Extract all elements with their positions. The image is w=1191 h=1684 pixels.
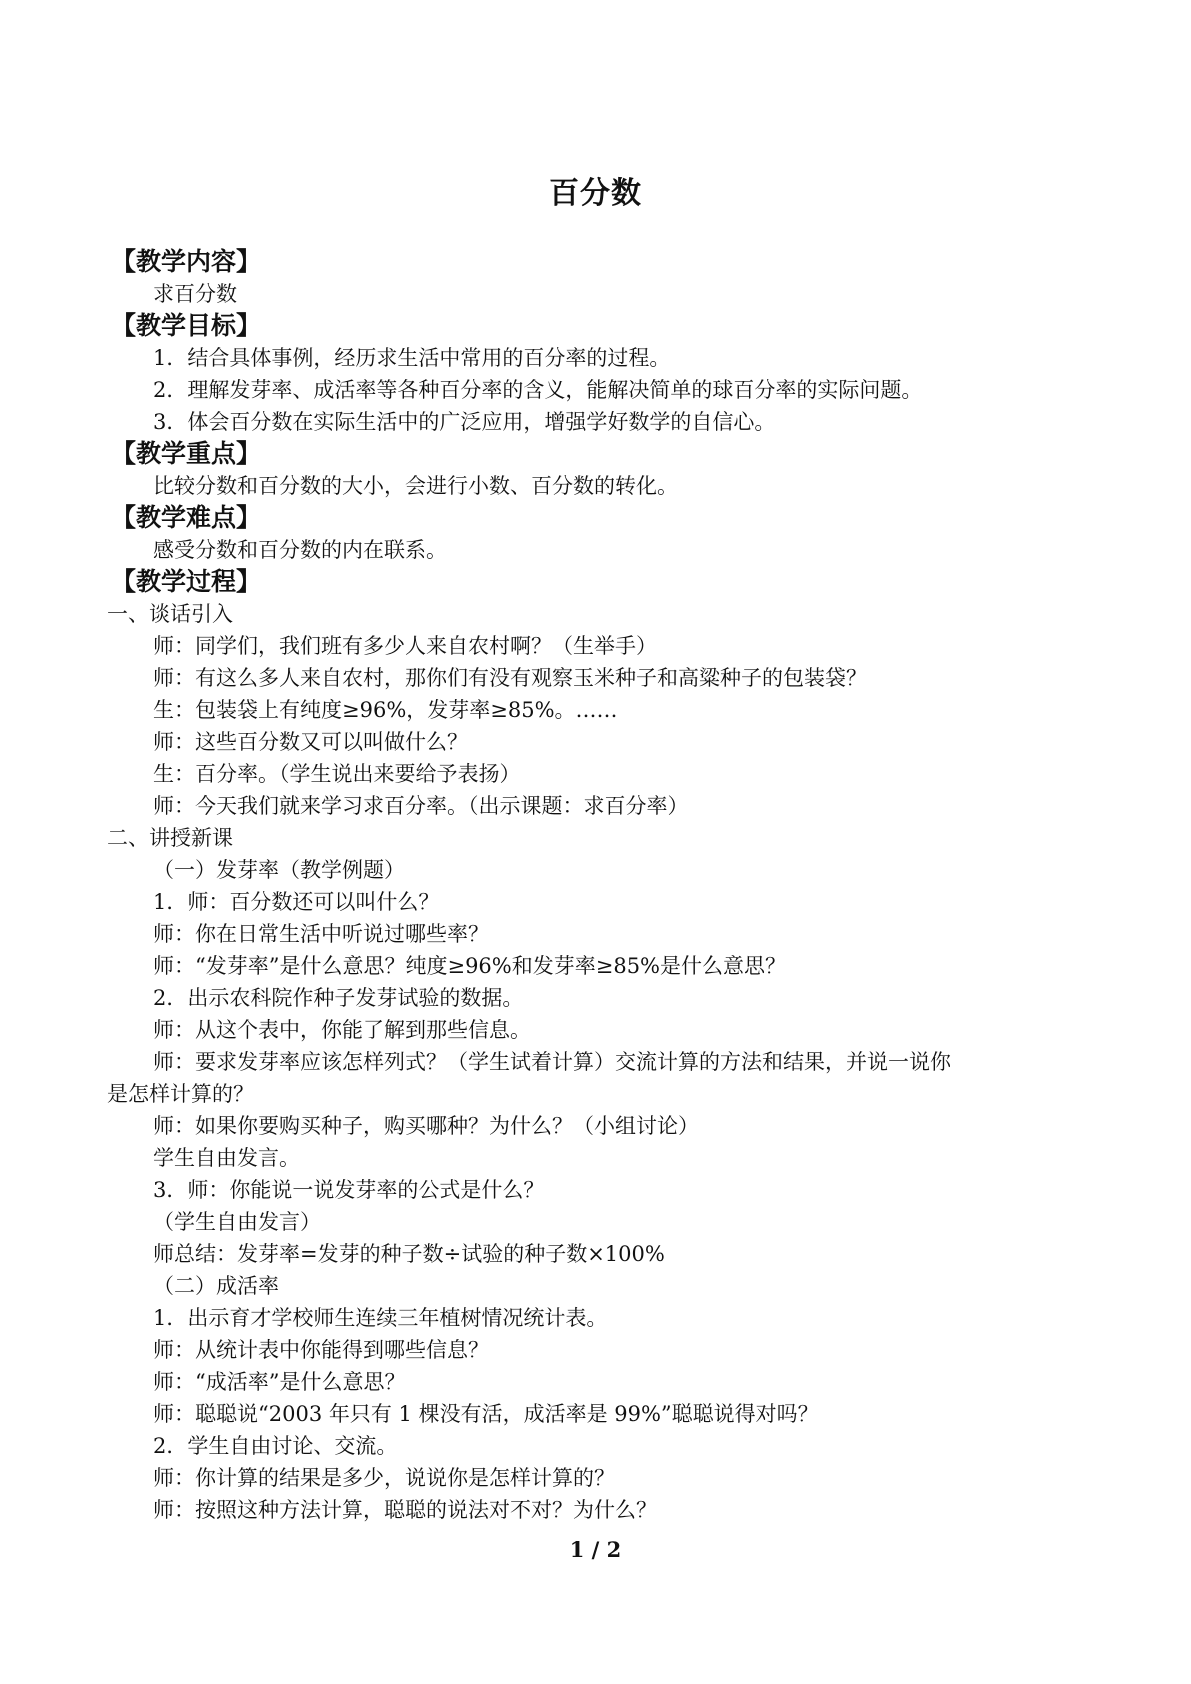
subsection-title: （二）成活率	[153, 1274, 279, 1298]
dialogue-line: 师：按照这种方法计算，聪聪的说法对不对？为什么？	[153, 1498, 657, 1522]
paragraph: 比较分数和百分数的大小，会进行小数、百分数的转化。	[153, 474, 678, 498]
paragraph: 感受分数和百分数的内在联系。	[153, 538, 447, 562]
dialogue-line: 师：“发芽率”是什么意思？纯度≥96%和发芽率≥85%是什么意思？	[153, 954, 787, 978]
page-number: 1 / 2	[569, 1537, 622, 1562]
section-heading-goals: 【教学目标】	[111, 311, 262, 340]
paragraph: 求百分数	[153, 282, 237, 306]
dialogue-line: 师总结：发芽率=发芽的种子数÷试验的种子数×100%	[153, 1242, 665, 1266]
dialogue-line: 师：从这个表中，你能了解到那些信息。	[153, 1018, 531, 1042]
section-heading-key-points: 【教学重点】	[111, 439, 262, 468]
part-title: 二、讲授新课	[107, 826, 233, 850]
dialogue-line: 师：你在日常生活中听说过哪些率？	[153, 922, 489, 946]
page-title: 百分数	[549, 176, 642, 211]
section-heading-content: 【教学内容】	[111, 247, 262, 276]
dialogue-line: （学生自由发言）	[153, 1210, 321, 1234]
subsection-title: （一）发芽率（教学例题）	[153, 858, 405, 882]
dialogue-line: 师：要求发芽率应该怎样列式？（学生试着计算）交流计算的方法和结果，并说一说你	[153, 1050, 951, 1074]
dialogue-line-continued: 是怎样计算的？	[107, 1082, 254, 1106]
section-heading-difficulties: 【教学难点】	[111, 503, 262, 532]
dialogue-line: 学生自由发言。	[153, 1146, 300, 1170]
document-body	[107, 246, 1087, 1526]
section-heading-process: 【教学过程】	[111, 567, 262, 596]
dialogue-line: 师：有这么多人来自农村，那你们有没有观察玉米种子和高粱种子的包装袋？	[153, 666, 867, 690]
paragraph: 3．体会百分数在实际生活中的广泛应用，增强学好数学的自信心。	[153, 410, 776, 434]
dialogue-line: 师：聪聪说“2003 年只有 1 棵没有活，成活率是 99%”聪聪说得对吗？	[153, 1402, 819, 1426]
dialogue-line: 师：“成活率”是什么意思？	[153, 1370, 406, 1394]
dialogue-line: 师：这些百分数又可以叫做什么？	[153, 730, 468, 754]
dialogue-line: 1．出示育才学校师生连续三年植树情况统计表。	[153, 1306, 608, 1330]
dialogue-line: 3．师：你能说一说发芽率的公式是什么？	[153, 1178, 545, 1202]
part-title: 一、谈话引入	[107, 602, 233, 626]
dialogue-line: 2．学生自由讨论、交流。	[153, 1434, 398, 1458]
dialogue-line: 2．出示农科院作种子发芽试验的数据。	[153, 986, 524, 1010]
dialogue-line: 师：同学们，我们班有多少人来自农村啊？（生举手）	[153, 634, 657, 658]
paragraph: 2．理解发芽率、成活率等各种百分率的含义，能解决简单的球百分率的实际问题。	[153, 378, 923, 402]
dialogue-line: 师：你计算的结果是多少，说说你是怎样计算的？	[153, 1466, 615, 1490]
dialogue-line: 师：从统计表中你能得到哪些信息？	[153, 1338, 489, 1362]
dialogue-line: 师：如果你要购买种子，购买哪种？为什么？（小组讨论）	[153, 1114, 699, 1138]
dialogue-line: 师：今天我们就来学习求百分率。（出示课题：求百分率）	[153, 794, 689, 818]
dialogue-line: 1．师：百分数还可以叫什么？	[153, 890, 440, 914]
dialogue-line: 生：包装袋上有纯度≥96%，发芽率≥85%。……	[153, 698, 618, 722]
paragraph: 1．结合具体事例，经历求生活中常用的百分率的过程。	[153, 346, 671, 370]
dialogue-line: 生：百分率。（学生说出来要给予表扬）	[153, 762, 521, 786]
